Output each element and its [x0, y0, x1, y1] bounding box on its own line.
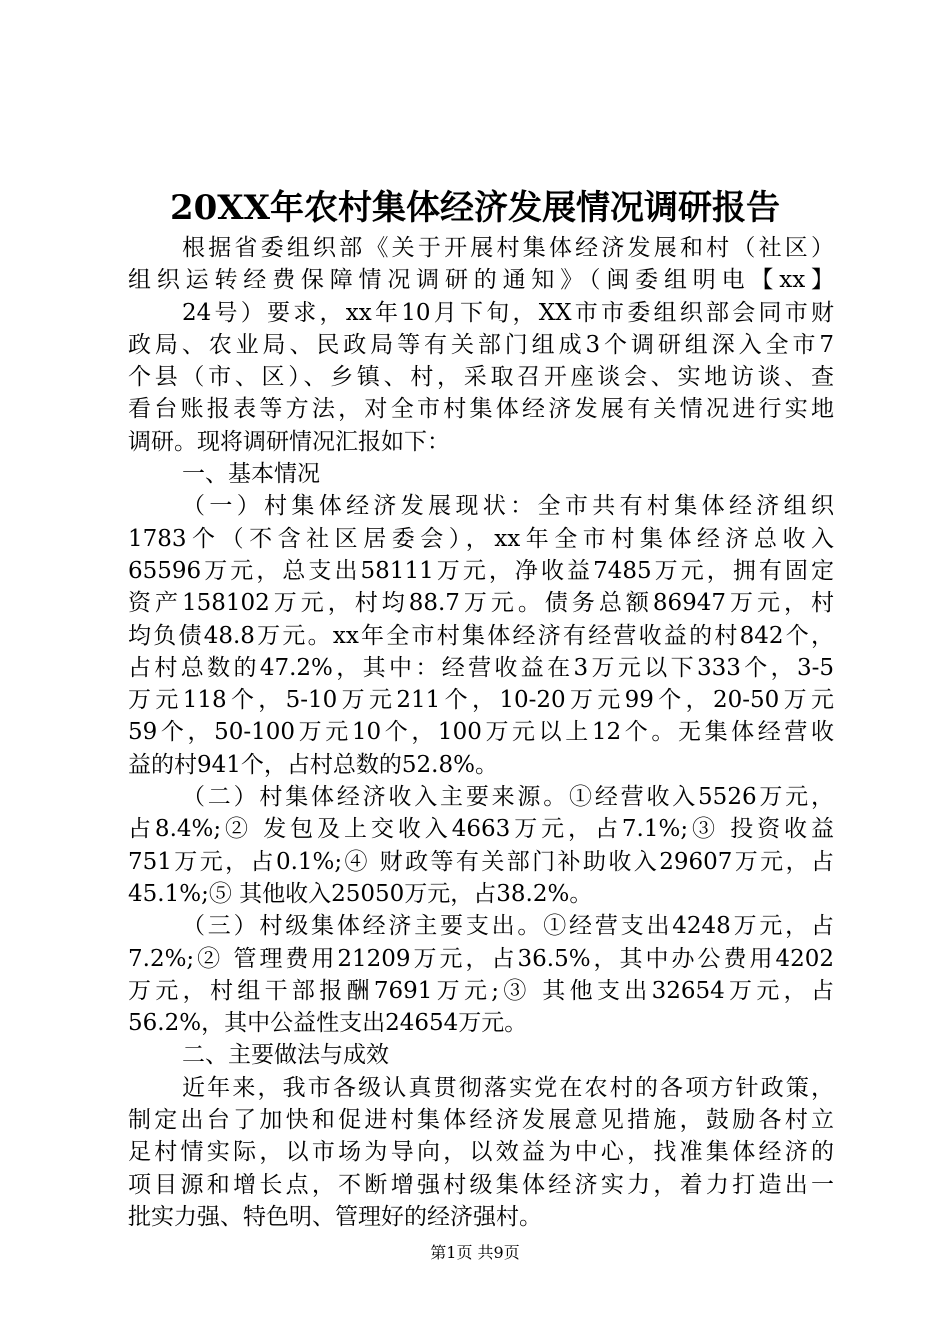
body-line: 占村总数的47.2%，其中：经营收益在3万元以下333个，3-5	[128, 654, 834, 681]
body-line: 万元，村组干部报酬7691万元;③ 其他支出32654万元，占	[128, 977, 834, 1004]
body-line: 组织运转经费保障情况调研的通知》（闽委组明电【xx】	[128, 267, 834, 294]
body-line: 调研。现将调研情况汇报如下：	[128, 428, 450, 455]
body-line: 二、主要做法与成效	[182, 1042, 389, 1069]
page-footer: 第1页 共9页	[430, 1243, 520, 1262]
body-line: 制定出台了加快和促进村集体经济发展意见措施，鼓励各村立	[128, 1107, 834, 1134]
body-line: （二）村集体经济收入主要来源。①经营收入5526万元，	[182, 784, 834, 811]
body-line: 项目源和增长点，不断增强村级集体经济实力，着力打造出一	[128, 1171, 834, 1198]
body-line: 近年来，我市各级认真贯彻落实党在农村的各项方针政策，	[182, 1074, 834, 1101]
body-line: 占8.4%;② 发包及上交收入4663万元，占7.1%;③ 投资收益	[128, 816, 834, 843]
body-line: （一）村集体经济发展现状：全市共有村集体经济组织	[182, 493, 834, 520]
body-line: 56.2%，其中公益性支出24654万元。	[128, 1010, 528, 1037]
body-line: 个县（市、区）、乡镇、村，采取召开座谈会、实地访谈、查	[128, 364, 834, 391]
body-line: 59个，50-100万元10个，100万元以上12个。无集体经营收	[128, 719, 834, 746]
body-line: 根据省委组织部《关于开展村集体经济发展和村（社区）	[182, 235, 834, 261]
body-line: 1783个（不含社区居委会），xx年全市村集体经济总收入	[128, 525, 834, 552]
body-line: 65596万元，总支出58111万元，净收益7485万元，拥有固定	[128, 557, 834, 584]
body-line: 7.2%;② 管理费用21209万元，占36.5%，其中办公费用4202	[128, 945, 834, 972]
body-line: 24号）要求，xx年10月下旬，XX市市委组织部会同市财	[182, 299, 834, 326]
body-line: 足村情实际，以市场为导向，以效益为中心，找准集体经济的	[128, 1139, 834, 1166]
body-line: 资产158102万元，村均88.7万元。债务总额86947万元，村	[128, 590, 834, 617]
document-body	[128, 232, 834, 1233]
body-line: 45.1%;⑤ 其他收入25050万元，占38.2%。	[128, 880, 593, 907]
body-line: 益的村941个，占村总数的52.8%。	[128, 751, 498, 778]
body-line: 751万元，占0.1%;④ 财政等有关部门补助收入29607万元，占	[128, 848, 834, 875]
body-line: 政局、农业局、民政局等有关部门组成3个调研组深入全市7	[128, 331, 834, 358]
body-line: （三）村级集体经济主要支出。①经营支出4248万元，占	[182, 913, 834, 940]
document-title: 20XX年农村集体经济发展情况调研报告	[169, 188, 781, 228]
body-line: 一、基本情况	[182, 461, 320, 488]
body-line: 万元118个，5-10万元211个，10-20万元99个，20-50万元	[128, 687, 834, 714]
body-line: 看台账报表等方法，对全市村集体经济发展有关情况进行实地	[128, 396, 834, 423]
body-line: 均负债48.8万元。xx年全市村集体经济有经营收益的村842个，	[128, 622, 834, 649]
body-line: 批实力强、特色明、管理好的经济强村。	[128, 1203, 542, 1230]
